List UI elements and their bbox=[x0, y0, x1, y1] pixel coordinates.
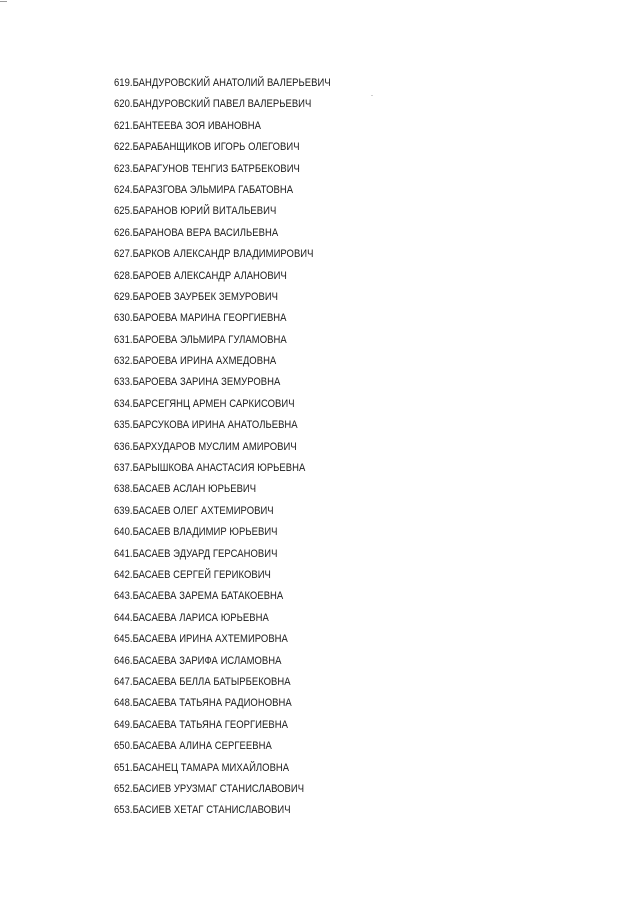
list-item: 641.БАСАЕВ ЭДУАРД ГЕРСАНОВИЧ bbox=[114, 547, 278, 560]
list-item: 621.БАНТЕЕВА ЗОЯ ИВАНОВНА bbox=[114, 119, 261, 132]
list-item: 653.БАСИЕВ ХЕТАГ СТАНИСЛАВОВИЧ bbox=[114, 804, 291, 817]
list-item: 626.БАРАНОВА ВЕРА ВАСИЛЬЕВНА bbox=[114, 226, 279, 239]
list-item: 635.БАРСУКОВА ИРИНА АНАТОЛЬЕВНА bbox=[114, 419, 298, 432]
list-item: 630.БАРОЕВА МАРИНА ГЕОРГИЕВНА bbox=[114, 312, 287, 325]
list-item: 622.БАРАБАНЩИКОВ ИГОРЬ ОЛЕГОВИЧ bbox=[114, 141, 300, 154]
list-item: 633.БАРОЕВА ЗАРИНА ЗЕМУРОВНА bbox=[114, 376, 281, 389]
list-item: 624.БАРАЗГОВА ЭЛЬМИРА ГАБАТОВНА bbox=[114, 183, 294, 196]
list-item: 644.БАСАЕВА ЛАРИСА ЮРЬЕВНА bbox=[114, 611, 269, 624]
scan-corner-mark bbox=[0, 1, 7, 2]
list-item: 648.БАСАЕВА ТАТЬЯНА РАДИОНОВНА bbox=[114, 697, 292, 710]
list-item: 638.БАСАЕВ АСЛАН ЮРЬЕВИЧ bbox=[114, 483, 257, 496]
list-item: 652.БАСИЕВ УРУЗМАГ СТАНИСЛАВОВИЧ bbox=[114, 782, 305, 795]
list-item: 640.БАСАЕВ ВЛАДИМИР ЮРЬЕВИЧ bbox=[114, 526, 278, 539]
list-item: 646.БАСАЕВА ЗАРИФА ИСЛАМОВНА bbox=[114, 654, 282, 667]
list-item: 645.БАСАЕВА ИРИНА АХТЕМИРОВНА bbox=[114, 633, 288, 646]
scan-speck bbox=[371, 95, 373, 96]
list-item: 623.БАРАГУНОВ ТЕНГИЗ БАТРБЕКОВИЧ bbox=[114, 162, 300, 175]
list-item: 643.БАСАЕВА ЗАРЕМА БАТАКОЕВНА bbox=[114, 590, 284, 603]
list-item: 634.БАРСЕГЯНЦ АРМЕН САРКИСОВИЧ bbox=[114, 397, 295, 410]
list-item: 639.БАСАЕВ ОЛЕГ АХТЕМИРОВИЧ bbox=[114, 504, 274, 517]
list-item: 627.БАРКОВ АЛЕКСАНДР ВЛАДИМИРОВИЧ bbox=[114, 248, 314, 261]
list-item: 642.БАСАЕВ СЕРГЕЙ ГЕРИКОВИЧ bbox=[114, 568, 271, 581]
list-item: 637.БАРЫШКОВА АНАСТАСИЯ ЮРЬЕВНА bbox=[114, 462, 306, 475]
list-item: 631.БАРОЕВА ЭЛЬМИРА ГУЛАМОВНА bbox=[114, 333, 287, 346]
list-item: 625.БАРАНОВ ЮРИЙ ВИТАЛЬЕВИЧ bbox=[114, 205, 277, 218]
list-item: 629.БАРОЕВ ЗАУРБЕК ЗЕМУРОВИЧ bbox=[114, 290, 279, 303]
list-item: 619.БАНДУРОВСКИЙ АНАТОЛИЙ ВАЛЕРЬЕВИЧ bbox=[114, 77, 331, 89]
list-item: 620.БАНДУРОВСКИЙ ПАВЕЛ ВАЛЕРЬЕВИЧ bbox=[114, 98, 312, 111]
list-item: 628.БАРОЕВ АЛЕКСАНДР АЛАНОВИЧ bbox=[114, 269, 287, 282]
list-item: 651.БАСАНЕЦ ТАМАРА МИХАЙЛОВНА bbox=[114, 761, 290, 774]
name-list bbox=[114, 73, 366, 822]
list-item: 647.БАСАЕВА БЕЛЛА БАТЫРБЕКОВНА bbox=[114, 675, 291, 688]
list-item: 650.БАСАЕВА АЛИНА СЕРГЕЕВНА bbox=[114, 740, 272, 753]
list-item: 649.БАСАЕВА ТАТЬЯНА ГЕОРГИЕВНА bbox=[114, 718, 288, 731]
list-item: 632.БАРОЕВА ИРИНА АХМЕДОВНА bbox=[114, 355, 277, 368]
list-item: 636.БАРХУДАРОВ МУСЛИМ АМИРОВИЧ bbox=[114, 440, 297, 453]
